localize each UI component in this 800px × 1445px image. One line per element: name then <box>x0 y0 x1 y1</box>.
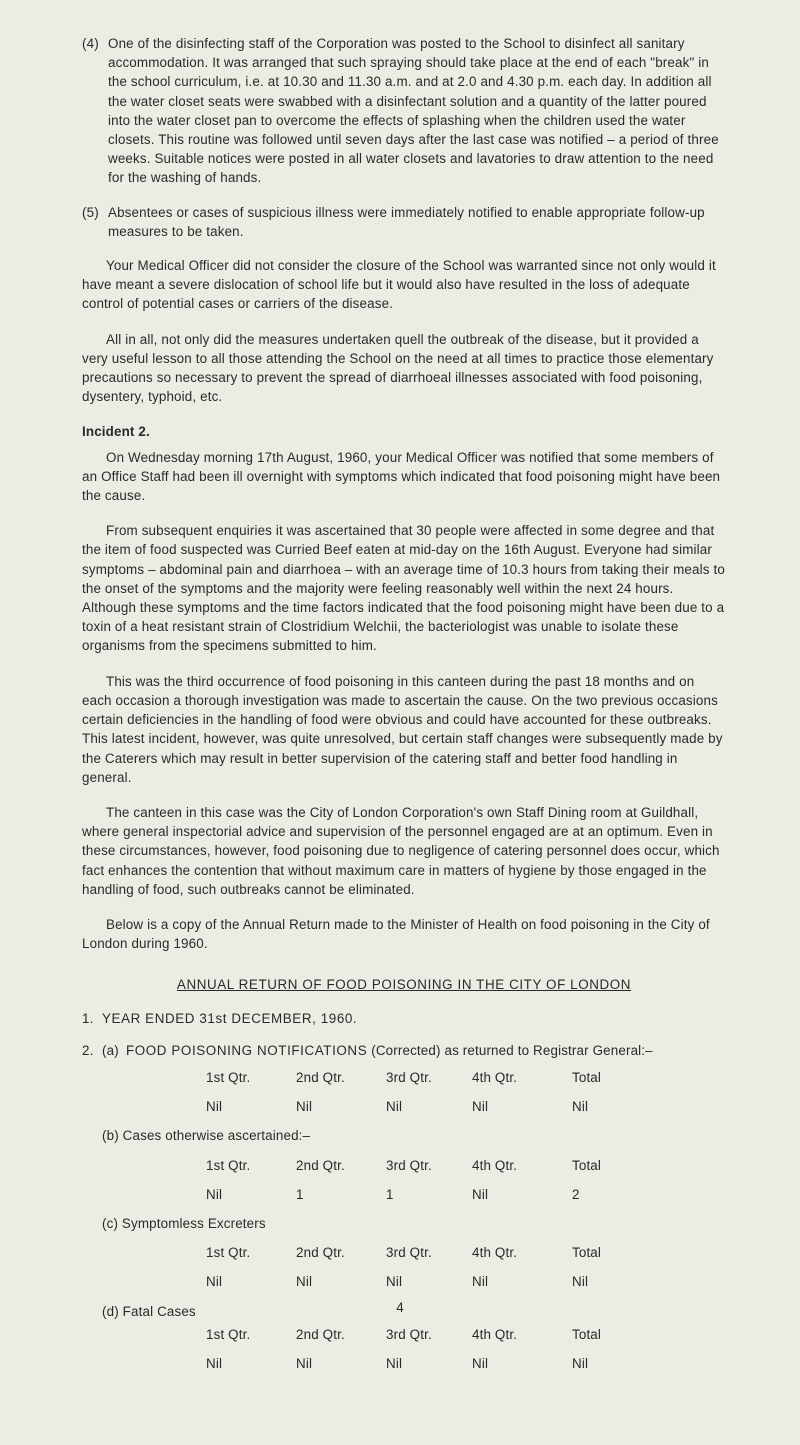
paragraph: The canteen in this case was the City of London Corporation's own Staff Dining room at Guildhall, where general inspectorial advice and supervision of the personnel engaged are at an optimum. Even in these circumstances, however, food poisoning due to negligence of catering personnel does occur, which fact enhances the contention that without maximum care in matters of hygiene by those engaged in the handling of food, such outbreaks cannot be eliminated. <box>82 804 720 897</box>
return-section <box>82 1214 726 1300</box>
table-cell: Nil <box>472 1099 489 1115</box>
table-header: 3rd Qtr. <box>386 1326 432 1342</box>
table-header: 4th Qtr. <box>472 1157 518 1173</box>
table-cell: Nil <box>572 1274 589 1290</box>
table-cell: Nil <box>206 1186 223 1202</box>
paragraph: All in all, not only did the measures undertaken quell the outbreak of the disease, but it provided a very useful lesson to all those attending the School on the need at all times to practice those elementary precautions so necessary to prevent the spread of diarrhoeal illnesses associated with food poisoning, dysentery, typhoid, etc. <box>82 331 714 405</box>
table-cell: Nil <box>572 1099 589 1115</box>
section-title: (b) Cases otherwise ascertained:– <box>102 1128 311 1144</box>
quarter-table <box>206 1066 726 1124</box>
line-caps: FOOD POISONING NOTIFICATIONS <box>126 1042 368 1058</box>
table-header: 2nd Qtr. <box>296 1157 345 1173</box>
section-title: (d) Fatal Cases <box>102 1303 196 1319</box>
quarter-table <box>206 1241 726 1299</box>
table-header: Total <box>572 1069 602 1085</box>
table-cell: Nil <box>472 1186 489 1202</box>
table-header: Total <box>572 1326 602 1342</box>
incident-heading: Incident 2. <box>82 424 150 440</box>
table-cell: Nil <box>206 1274 223 1290</box>
table-cell: Nil <box>296 1355 313 1371</box>
paragraph: From subsequent enquiries it was ascertained that 30 people were affected in some degree and that the item of food suspected was Curried Beef eaten at mid-day on the 16th August. Everyone had similar symptoms – abdominal pain and diarrhoea – with an average time of 10.3 hours from taking their meals to the onset of the symptoms and the majority were feeling reasonably well within the next 24 hours. Although these symptoms and the time factors indicated that the food poisoning might have been due to a toxin of a heat resistant strain of Clostridium Welchii, the bacteriologist was unable to isolate these organisms from the specimens submitted to him. <box>82 523 725 654</box>
table-cell: 1 <box>386 1186 394 1202</box>
paragraph: Below is a copy of the Annual Return made to the Minister of Health on food poisoning in the City of London during 1960. <box>82 916 710 952</box>
table-header: 4th Qtr. <box>472 1326 518 1342</box>
table-header: 1st Qtr. <box>206 1157 251 1173</box>
table-cell: Nil <box>386 1099 403 1115</box>
item-number: (4) <box>82 36 99 51</box>
table-cell: Nil <box>296 1099 313 1115</box>
table-header: Total <box>572 1157 602 1173</box>
paragraph: This was the third occurrence of food poisoning in this canteen during the past 18 months and on each occasion a thorough investigation was made to ascertain the cause. On the two previous occasions certain deficiencies in the handling of food were obvious and could have accounted for these outbreaks. This latest incident, however, was quite unresolved, but certain staff changes were subsequently made by the Caterers which may result in better supervision of the catering staff and better food handling in general. <box>82 673 723 785</box>
table-header: 4th Qtr. <box>472 1245 518 1261</box>
table-header: 3rd Qtr. <box>386 1069 432 1085</box>
return-section <box>82 1066 726 1124</box>
table-header: Total <box>572 1245 602 1261</box>
section-title: (c) Symptomless Excreters <box>102 1215 266 1231</box>
table-cell: Nil <box>572 1355 589 1371</box>
table-header: 1st Qtr. <box>206 1245 251 1261</box>
table-cell: Nil <box>206 1355 223 1371</box>
table-header: 1st Qtr. <box>206 1326 251 1342</box>
line-text: YEAR ENDED 31st DECEMBER, 1960. <box>102 1010 358 1026</box>
table-header: 4th Qtr. <box>472 1069 518 1085</box>
list-item <box>82 34 726 188</box>
return-line-2 <box>82 1041 726 1060</box>
table-cell: 1 <box>296 1186 304 1202</box>
table-header: 2nd Qtr. <box>296 1326 345 1342</box>
table-cell: 2 <box>572 1186 580 1202</box>
table-cell: Nil <box>296 1274 313 1290</box>
table-header: 2nd Qtr. <box>296 1245 345 1261</box>
paragraph: Your Medical Officer did not consider the closure of the School was warranted since not only would it have meant a severe dislocation of school life but it would also have resulted in the loss of adequate control of potential cases or carriers of the disease. <box>82 258 716 312</box>
return-section <box>82 1126 726 1212</box>
item-number: (5) <box>82 204 99 220</box>
line-number: 2. <box>82 1042 94 1058</box>
table-cell: Nil <box>206 1099 223 1115</box>
table-header: 3rd Qtr. <box>386 1245 432 1261</box>
quarter-table <box>206 1154 726 1212</box>
quarter-table <box>206 1323 726 1381</box>
line-rest: (Corrected) as returned to Registrar General:– <box>371 1042 653 1058</box>
page-number: 4 <box>396 1300 404 1315</box>
paragraph: On Wednesday morning 17th August, 1960, your Medical Officer was notified that some members of an Office Staff had been ill overnight with symptoms which indicated that food poisoning might have been the cause. <box>82 449 721 504</box>
table-header: 3rd Qtr. <box>386 1157 432 1173</box>
item-text: One of the disinfecting staff of the Corporation was posted to the School to disinfect all sanitary accommodation. It was arranged that such spraying should take place at the end of each "break" in the school curriculum, i.e. at 10.30 and 11.30 a.m. and at 2.0 and 4.30 p.m. each day. In addition all the water closet seats were swabbed with a disinfectant solution and a quantity of the latter poured into the water closet pan to overcome the effects of splashing when the children used the water closets. This routine was followed until seven days after the last case was notified – a period of three weeks. Suitable notices were posted in all water closets and lavatories to draw attention to the need for the washing of hands. <box>108 36 719 186</box>
line-number: 1. <box>82 1010 94 1026</box>
table-cell: Nil <box>472 1274 489 1290</box>
table-header: 2nd Qtr. <box>296 1069 345 1085</box>
return-line-1 <box>82 1009 726 1028</box>
line-label: (a) <box>102 1042 119 1058</box>
table-cell: Nil <box>472 1355 489 1371</box>
table-header: 1st Qtr. <box>206 1069 251 1085</box>
item-text: Absentees or cases of suspicious illness were immediately notified to enable appropriate follow-up measures to be taken. <box>108 204 705 239</box>
return-title: ANNUAL RETURN OF FOOD POISONING IN THE CITY OF LONDON <box>176 977 632 993</box>
table-cell: Nil <box>386 1274 403 1290</box>
list-item <box>82 203 726 241</box>
table-cell: Nil <box>386 1355 403 1371</box>
